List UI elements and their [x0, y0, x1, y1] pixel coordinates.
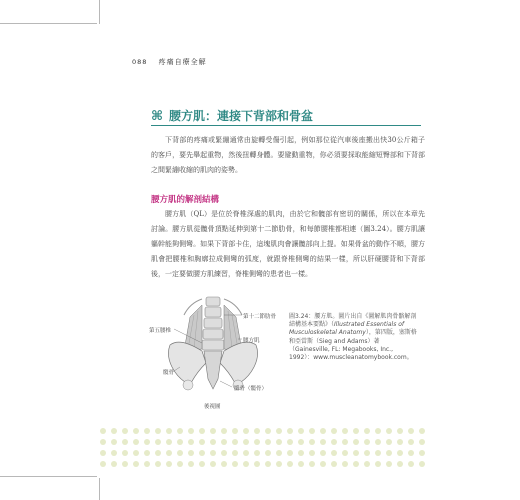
- decorative-dot: [320, 428, 326, 434]
- decorative-dot: [199, 428, 205, 434]
- decorative-dot: [122, 450, 128, 456]
- decorative-dot: [397, 439, 403, 445]
- decorative-dot: [177, 439, 183, 445]
- pelvis-illustration: [150, 293, 278, 411]
- decorative-dot: [342, 450, 348, 456]
- decorative-dot: [364, 461, 370, 467]
- decorative-dot: [331, 461, 337, 467]
- decorative-dot: [199, 439, 205, 445]
- command-icon: ⌘: [151, 109, 164, 124]
- decorative-dot: [353, 428, 359, 434]
- decorative-dot: [309, 439, 315, 445]
- subsection-title: 腰方肌的解剖結構: [151, 195, 220, 205]
- decorative-dot: [166, 439, 172, 445]
- decorative-dot: [254, 461, 260, 467]
- decorative-dot: [408, 428, 414, 434]
- decorative-dot: [287, 450, 293, 456]
- decorative-dot: [166, 450, 172, 456]
- decorative-dot: [100, 461, 106, 467]
- caption-suffix: ），第四版，塞斯格和亞當斯（Sieg and Adams）著（Gainesville, FL: Megabooks, Inc., 1992）：www.muscleanatomybook.com。: [289, 329, 417, 362]
- decorative-dot: [331, 428, 337, 434]
- decorative-dot: [298, 461, 304, 467]
- decorative-dot: [243, 461, 249, 467]
- anatomy-figure: [150, 293, 278, 411]
- decorative-dot: [177, 450, 183, 456]
- crop-mark: [0, 23, 97, 24]
- decorative-dot: [375, 461, 381, 467]
- decorative-dot: [265, 450, 271, 456]
- decorative-dot: [122, 439, 128, 445]
- decorative-dot: [419, 439, 425, 445]
- decorative-dot: [342, 461, 348, 467]
- decorative-dot: [122, 428, 128, 434]
- figure-caption: [289, 313, 419, 362]
- decorative-dot: [276, 428, 282, 434]
- decorative-dot: [188, 450, 194, 456]
- decorative-dot: [309, 428, 315, 434]
- decorative-dot: [188, 461, 194, 467]
- decorative-dot: [276, 450, 282, 456]
- crop-mark: [99, 478, 100, 500]
- decorative-dot: [419, 450, 425, 456]
- section-title: 腰方肌：連接下背部和骨盆: [169, 109, 314, 123]
- decorative-dot: [144, 450, 150, 456]
- decorative-dot: [254, 428, 260, 434]
- decorative-dot: [419, 461, 425, 467]
- decorative-dot: [232, 461, 238, 467]
- decorative-dot: [210, 439, 216, 445]
- decorative-dot: [166, 428, 172, 434]
- label-lumbar5: 第五腰椎: [149, 328, 172, 334]
- decorative-dot: [243, 428, 249, 434]
- decorative-dot: [375, 450, 381, 456]
- decorative-dot: [111, 428, 117, 434]
- crop-mark: [99, 0, 100, 24]
- label-view: 後視圖: [204, 404, 221, 410]
- decorative-dot: [320, 439, 326, 445]
- decorative-dot: [254, 439, 260, 445]
- decorative-dot: [232, 428, 238, 434]
- label-ilium: 髖骨: [163, 370, 175, 376]
- decorative-dot: [386, 461, 392, 467]
- decorative-dot: [353, 450, 359, 456]
- decorative-dot: [122, 461, 128, 467]
- decorative-dot: [100, 450, 106, 456]
- decorative-dot: [276, 461, 282, 467]
- decorative-dot: [397, 428, 403, 434]
- decorative-dot: [342, 428, 348, 434]
- decorative-dot: [375, 428, 381, 434]
- decorative-dot: [364, 428, 370, 434]
- decorative-dot: [331, 450, 337, 456]
- label-rib12: 第十二節肋骨: [243, 314, 277, 320]
- decorative-dot: [320, 450, 326, 456]
- decorative-dot: [386, 439, 392, 445]
- decorative-dot: [155, 461, 161, 467]
- decorative-dot: [133, 439, 139, 445]
- decorative-dot: [232, 450, 238, 456]
- decorative-dot: [397, 461, 403, 467]
- decorative-dot: [210, 450, 216, 456]
- decorative-dot: [408, 461, 414, 467]
- decorative-dot: [353, 461, 359, 467]
- decorative-dot: [100, 428, 106, 434]
- decorative-dot: [364, 450, 370, 456]
- decorative-dot: [232, 439, 238, 445]
- caption-prefix: 圖3.24：腰方肌。圖片出自《圖解肌肉骨骼解剖結構基本要點》（: [289, 313, 417, 329]
- decorative-dot: [111, 450, 117, 456]
- decorative-dot: [254, 450, 260, 456]
- decorative-dot: [221, 439, 227, 445]
- decorative-dot: [188, 439, 194, 445]
- decorative-dot: [265, 439, 271, 445]
- decorative-dot: [199, 461, 205, 467]
- decorative-dot: [364, 439, 370, 445]
- decorative-dot: [331, 439, 337, 445]
- decorative-dot: [144, 439, 150, 445]
- decorative-dot: [133, 428, 139, 434]
- decorative-dot: [309, 461, 315, 467]
- decorative-dot: [265, 461, 271, 467]
- decorative-dot: [111, 461, 117, 467]
- decorative-dot: [155, 428, 161, 434]
- decorative-dot: [309, 450, 315, 456]
- decorative-dot: [177, 428, 183, 434]
- decorative-dot: [133, 450, 139, 456]
- decorative-dot: [221, 461, 227, 467]
- decorative-dot: [188, 428, 194, 434]
- running-header: [132, 57, 207, 67]
- decorative-dot: [210, 428, 216, 434]
- book-title: 疼痛自療全解: [158, 58, 207, 66]
- decorative-dot: [265, 428, 271, 434]
- decorative-dot: [111, 439, 117, 445]
- decorative-dot: [221, 450, 227, 456]
- decorative-dot: [408, 439, 414, 445]
- decorative-dot: [298, 439, 304, 445]
- decorative-dot: [199, 450, 205, 456]
- decorative-dot: [166, 461, 172, 467]
- section-heading: [151, 107, 421, 126]
- decorative-dot: [155, 450, 161, 456]
- label-sacrum: 骼骨（髖骨）: [234, 386, 268, 392]
- decorative-dot: [100, 439, 106, 445]
- decorative-dot: [419, 428, 425, 434]
- decorative-dot: [133, 461, 139, 467]
- crop-mark: [0, 476, 97, 477]
- decorative-dot: [408, 450, 414, 456]
- decorative-dot: [298, 450, 304, 456]
- decorative-dot: [386, 428, 392, 434]
- decorative-dot: [144, 461, 150, 467]
- decorative-dot: [287, 439, 293, 445]
- decorative-dot: [287, 428, 293, 434]
- decorative-dot: [243, 439, 249, 445]
- decorative-dot: [221, 428, 227, 434]
- intro-paragraph: 下背部的疼痛或緊繃通常由旋轉受傷引起，例如那位從汽車後座搬出快30公斤箱子的客戶，要先舉起重物，然後扭轉身體。要避動重物，你必須要採取能縮短臀部和下背部之間緊繃收縮的肌肉的姿勢。: [151, 136, 425, 174]
- decorative-dot: [320, 461, 326, 467]
- decorative-dot: [287, 461, 293, 467]
- anatomy-paragraph: 腰方肌（QL）是位於脊椎深處的肌肉，由於它和髖部有密切的關係，所以在本章先討論。腰方肌從髖骨頂點延伸到第十二節肋骨，和每節腰椎都相連（圖3.24）。腰方肌讓軀幹能夠側彎。如果下背部卡住，這塊肌肉會讓髖部向上提。如果骨盆的動作不順，腰方肌會把腰椎和胸廓拉成側彎的弧度，就跟脊椎側彎的結果一樣，所以肝硬腰背和下背部後，一定要做腰方肌練習，脊椎側彎的患者也一樣。: [151, 210, 425, 278]
- decorative-dot: [210, 461, 216, 467]
- decorative-dot: [342, 439, 348, 445]
- decorative-dot: [386, 450, 392, 456]
- caption-italic: Illustrated Essentials of Musculoskeletal Anatomy: [289, 321, 405, 337]
- page-number: 088: [132, 58, 148, 66]
- decorative-dot: [144, 428, 150, 434]
- decorative-dot: [375, 439, 381, 445]
- decorative-dot: [243, 450, 249, 456]
- decorative-dot: [353, 439, 359, 445]
- label-ql: 腰方肌: [243, 338, 260, 344]
- decorative-dot: [177, 461, 183, 467]
- decorative-dot: [276, 439, 282, 445]
- decorative-dot: [298, 428, 304, 434]
- decorative-dot: [155, 439, 161, 445]
- decorative-dot: [397, 450, 403, 456]
- decorative-dot-pattern: [100, 428, 431, 473]
